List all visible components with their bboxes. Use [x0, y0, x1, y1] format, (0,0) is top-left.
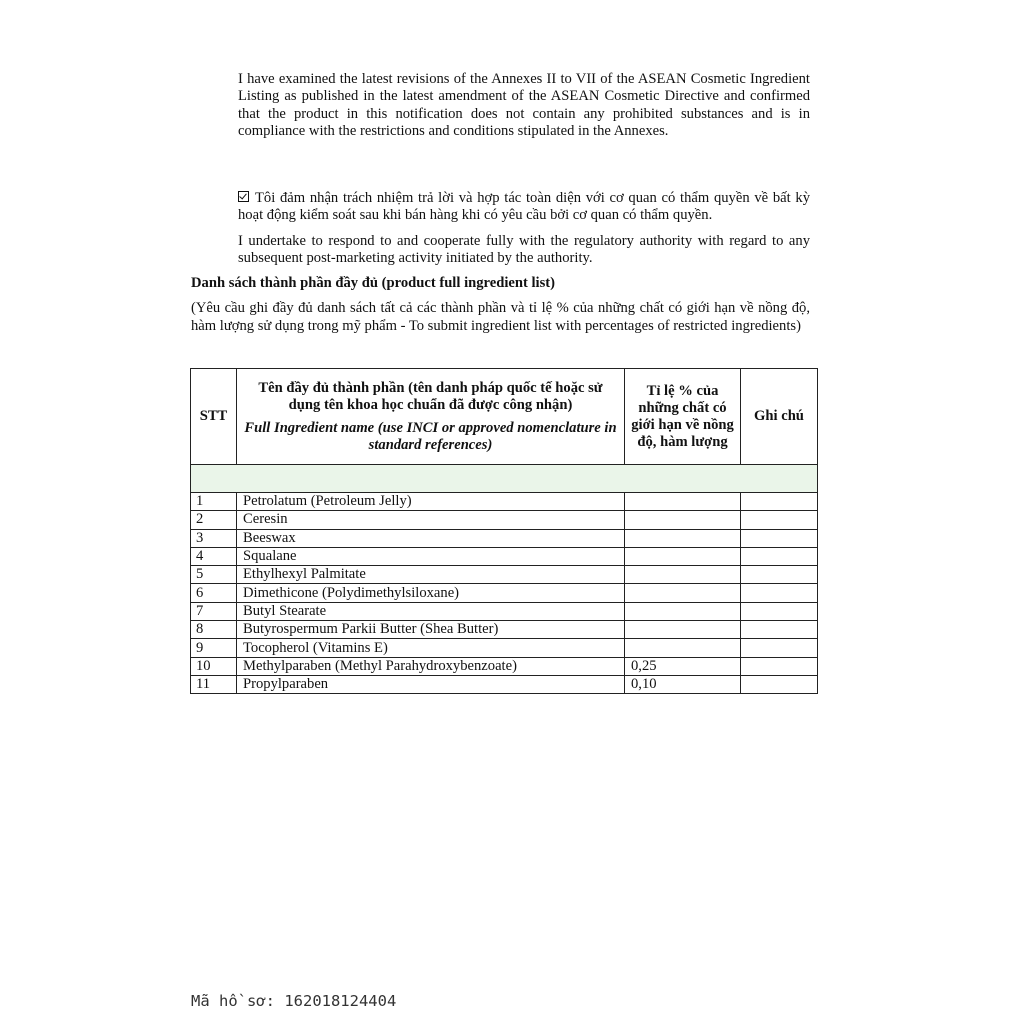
cell-note [741, 566, 818, 584]
checked-checkbox-icon[interactable] [238, 191, 249, 202]
cell-ingredient-name: Ethylhexyl Palmitate [237, 566, 625, 584]
ingredient-table [190, 368, 818, 694]
cell-ingredient-name: Dimethicone (Polydimethylsiloxane) [237, 584, 625, 602]
cell-percent [625, 621, 741, 639]
table-row [191, 547, 818, 565]
cell-stt: 5 [191, 566, 237, 584]
ingredient-list-heading: Danh sách thành phần đầy đủ (product full ingredient list) [191, 275, 556, 291]
table-row [191, 529, 818, 547]
cell-ingredient-name: Beeswax [237, 529, 625, 547]
table-row [191, 493, 818, 511]
cell-note [741, 493, 818, 511]
cell-percent [625, 529, 741, 547]
cell-note [741, 675, 818, 693]
cell-note [741, 529, 818, 547]
cell-percent: 0,25 [625, 657, 741, 675]
cell-stt: 10 [191, 657, 237, 675]
cell-stt: 4 [191, 547, 237, 565]
table-row [191, 639, 818, 657]
cell-note [741, 621, 818, 639]
cell-percent [625, 639, 741, 657]
ingredient-rows [191, 493, 818, 694]
cell-ingredient-name: Ceresin [237, 511, 625, 529]
header-name-en: Full Ingredient name (use INCI or approved nomenclature in standard references) [244, 419, 617, 453]
cell-stt: 3 [191, 529, 237, 547]
table-row [191, 566, 818, 584]
cell-ingredient-name: Propylparaben [237, 675, 625, 693]
header-note: Ghi chú [741, 369, 818, 465]
highlight-row [191, 465, 818, 493]
table-row [191, 584, 818, 602]
cell-percent [625, 584, 741, 602]
table-row [191, 621, 818, 639]
cell-ingredient-name: Butyl Stearate [237, 602, 625, 620]
undertaking-en: I undertake to respond to and cooperate fully with the regulatory authority with regard to any subsequent post-marketing activity initiated by the authority. [238, 233, 810, 267]
cell-percent [625, 566, 741, 584]
cell-note [741, 584, 818, 602]
header-percent: Tỉ lệ % của những chất có giới hạn về nồng độ, hàm lượng [625, 369, 741, 465]
cell-percent [625, 493, 741, 511]
cell-ingredient-name: Petrolatum (Petroleum Jelly) [237, 493, 625, 511]
cell-stt: 11 [191, 675, 237, 693]
cell-ingredient-name: Methylparaben (Methyl Parahydroxybenzoate) [237, 657, 625, 675]
cell-ingredient-name: Squalane [237, 547, 625, 565]
cell-stt: 2 [191, 511, 237, 529]
ingredient-list-note: (Yêu cầu ghi đầy đủ danh sách tất cả các thành phần và tỉ lệ % của những chất có giới hạn về nồng độ, hàm lượng sử dụng trong mỹ phẩm - To submit ingredient list with percentages of restricted ingredients) [191, 300, 810, 334]
cell-stt: 6 [191, 584, 237, 602]
cell-note [741, 602, 818, 620]
cell-note [741, 639, 818, 657]
cell-stt: 9 [191, 639, 237, 657]
annex-statement: I have examined the latest revisions of the Annexes II to VII of the ASEAN Cosmetic Ingredient Listing as published in the latest amendment of the ASEAN Cosmetic Directive and confirmed that the product in this notification does not contain any prohibited substances and is in compliance with the restrictions and conditions stipulated in the Annexes. [238, 71, 810, 140]
cell-note [741, 657, 818, 675]
undertaking-vi-text: Tôi đảm nhận trách nhiệm trả lời và hợp tác toàn diện với cơ quan có thẩm quyền về bất kỳ hoạt động kiểm soát sau khi bán hàng khi có yêu cầu bởi cơ quan có thẩm quyền. [238, 190, 810, 224]
cell-ingredient-name: Tocopherol (Vitamins E) [237, 639, 625, 657]
cell-note [741, 547, 818, 565]
cell-percent [625, 602, 741, 620]
cell-percent [625, 511, 741, 529]
table-row [191, 511, 818, 529]
cell-stt: 1 [191, 493, 237, 511]
table-row [191, 657, 818, 675]
table-row [191, 602, 818, 620]
cell-stt: 7 [191, 602, 237, 620]
undertaking-vi [238, 190, 810, 225]
header-ingredient-name [237, 369, 625, 465]
cell-stt: 8 [191, 621, 237, 639]
file-code: Mã hồ sơ: 162018124404 [191, 992, 397, 1010]
cell-percent: 0,10 [625, 675, 741, 693]
cell-note [741, 511, 818, 529]
table-header-row [191, 369, 818, 465]
header-stt: STT [191, 369, 237, 465]
cell-ingredient-name: Butyrospermum Parkii Butter (Shea Butter) [237, 621, 625, 639]
table-row [191, 675, 818, 693]
highlight-cell [191, 465, 818, 493]
cell-percent [625, 547, 741, 565]
header-name-vi: Tên đầy đủ thành phần (tên danh pháp quốc tế hoặc sử dụng tên khoa học chuẩn đã được công nhận) [258, 379, 603, 413]
